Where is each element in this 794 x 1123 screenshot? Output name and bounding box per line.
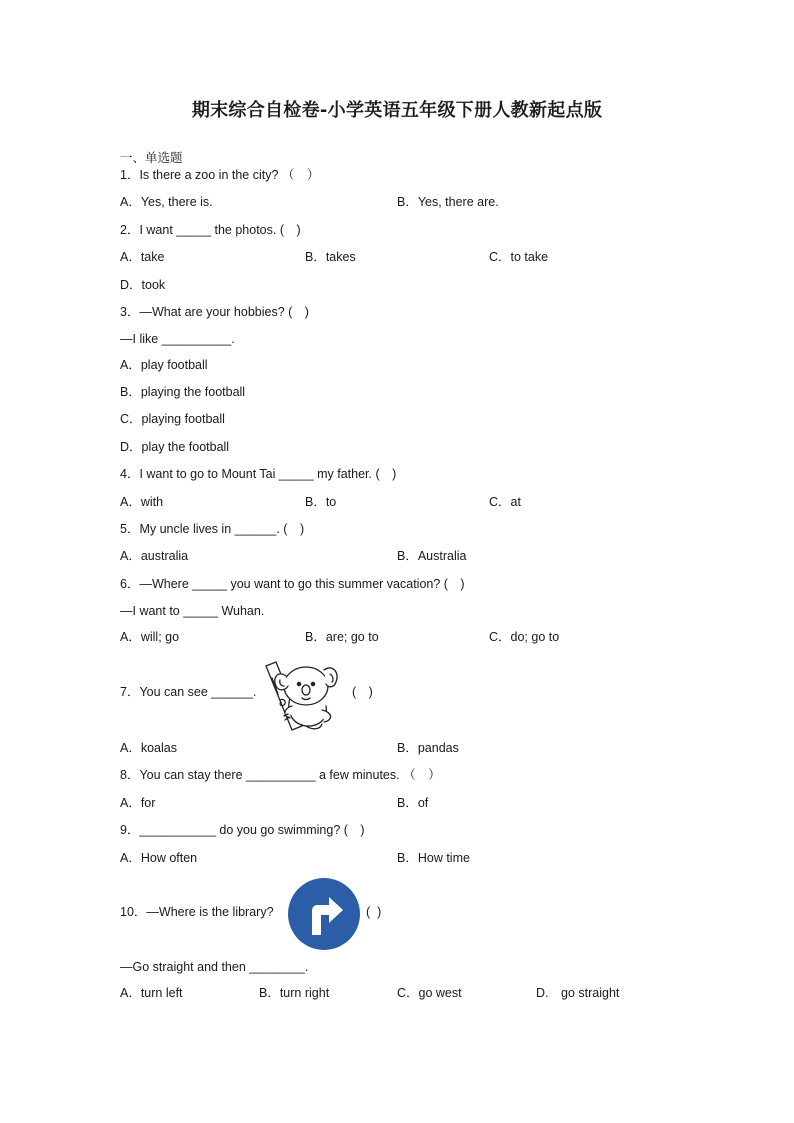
question-6-line2: —I want to _____ Wuhan. <box>120 604 265 618</box>
question-10-answer-paren: ( ) <box>366 905 382 919</box>
question-4-option-a[interactable]: A．with <box>120 495 164 509</box>
turn-right-sign-icon <box>287 877 361 951</box>
question-10-option-a[interactable]: A．turn left <box>120 986 183 1000</box>
question-7-option-b[interactable]: B．pandas <box>397 741 459 755</box>
question-10-option-d[interactable]: D. go straight <box>536 986 620 1000</box>
question-3-option-a[interactable]: A．play football <box>120 358 208 372</box>
koala-image <box>262 654 342 732</box>
question-2-option-b[interactable]: B．takes <box>305 250 356 264</box>
question-9-stem: 9．___________ do you go swimming? ( ) <box>120 823 365 837</box>
question-4-option-c[interactable]: C．at <box>489 495 521 509</box>
question-1-option-b[interactable]: B．Yes, there are. <box>397 195 499 209</box>
question-5-option-a[interactable]: A．australia <box>120 549 189 563</box>
section-heading: 一、单选题 <box>120 150 183 165</box>
question-6-option-b[interactable]: B．are; go to <box>305 630 379 644</box>
question-2-option-a[interactable]: A．take <box>120 250 165 264</box>
question-3-option-b[interactable]: B．playing the football <box>120 385 246 399</box>
question-1-option-a[interactable]: A．Yes, there is. <box>120 195 213 209</box>
question-8-option-b[interactable]: B．of <box>397 796 429 810</box>
question-10-option-c[interactable]: C．go west <box>397 986 462 1000</box>
question-8-stem: 8．You can stay there __________ a few minutes. （ ） <box>120 768 441 782</box>
question-2-stem: 2．I want _____ the photos. ( ) <box>120 223 301 237</box>
question-10-stem: 10．—Where is the library? <box>120 905 274 919</box>
question-6-option-c[interactable]: C．do; go to <box>489 630 560 644</box>
question-5-stem: 5．My uncle lives in ______. ( ) <box>120 522 305 536</box>
question-6-option-a[interactable]: A．will; go <box>120 630 180 644</box>
page-title: 期末综合自检卷-小学英语五年级下册人教新起点版 <box>191 100 603 121</box>
question-5-option-b[interactable]: B．Australia <box>397 549 467 563</box>
question-3-option-d[interactable]: D．play the football <box>120 440 230 454</box>
question-7-stem: 7．You can see ______. <box>120 685 257 699</box>
question-7-answer-paren: ( ) <box>352 685 373 699</box>
question-4-stem: 4．I want to go to Mount Tai _____ my father. ( ) <box>120 467 397 481</box>
question-1-stem: 1．Is there a zoo in the city? （ ） <box>120 168 320 182</box>
question-9-option-b[interactable]: B．How time <box>397 851 470 865</box>
question-10-option-b[interactable]: B．turn right <box>259 986 330 1000</box>
question-2-option-d[interactable]: D．took <box>120 278 166 292</box>
question-8-option-a[interactable]: A．for <box>120 796 156 810</box>
question-3-line2: —I like __________. <box>120 332 235 346</box>
question-3-option-c[interactable]: C．playing football <box>120 412 225 426</box>
question-4-option-b[interactable]: B．to <box>305 495 337 509</box>
question-6-stem: 6．—Where _____ you want to go this summer vacation? ( ) <box>120 577 465 591</box>
question-7-option-a[interactable]: A．koalas <box>120 741 177 755</box>
question-9-option-a[interactable]: A．How often <box>120 851 198 865</box>
question-2-option-c[interactable]: C．to take <box>489 250 549 264</box>
question-10-line2: —Go straight and then ________. <box>120 960 309 974</box>
question-3-stem: 3．—What are your hobbies? ( ) <box>120 305 309 319</box>
